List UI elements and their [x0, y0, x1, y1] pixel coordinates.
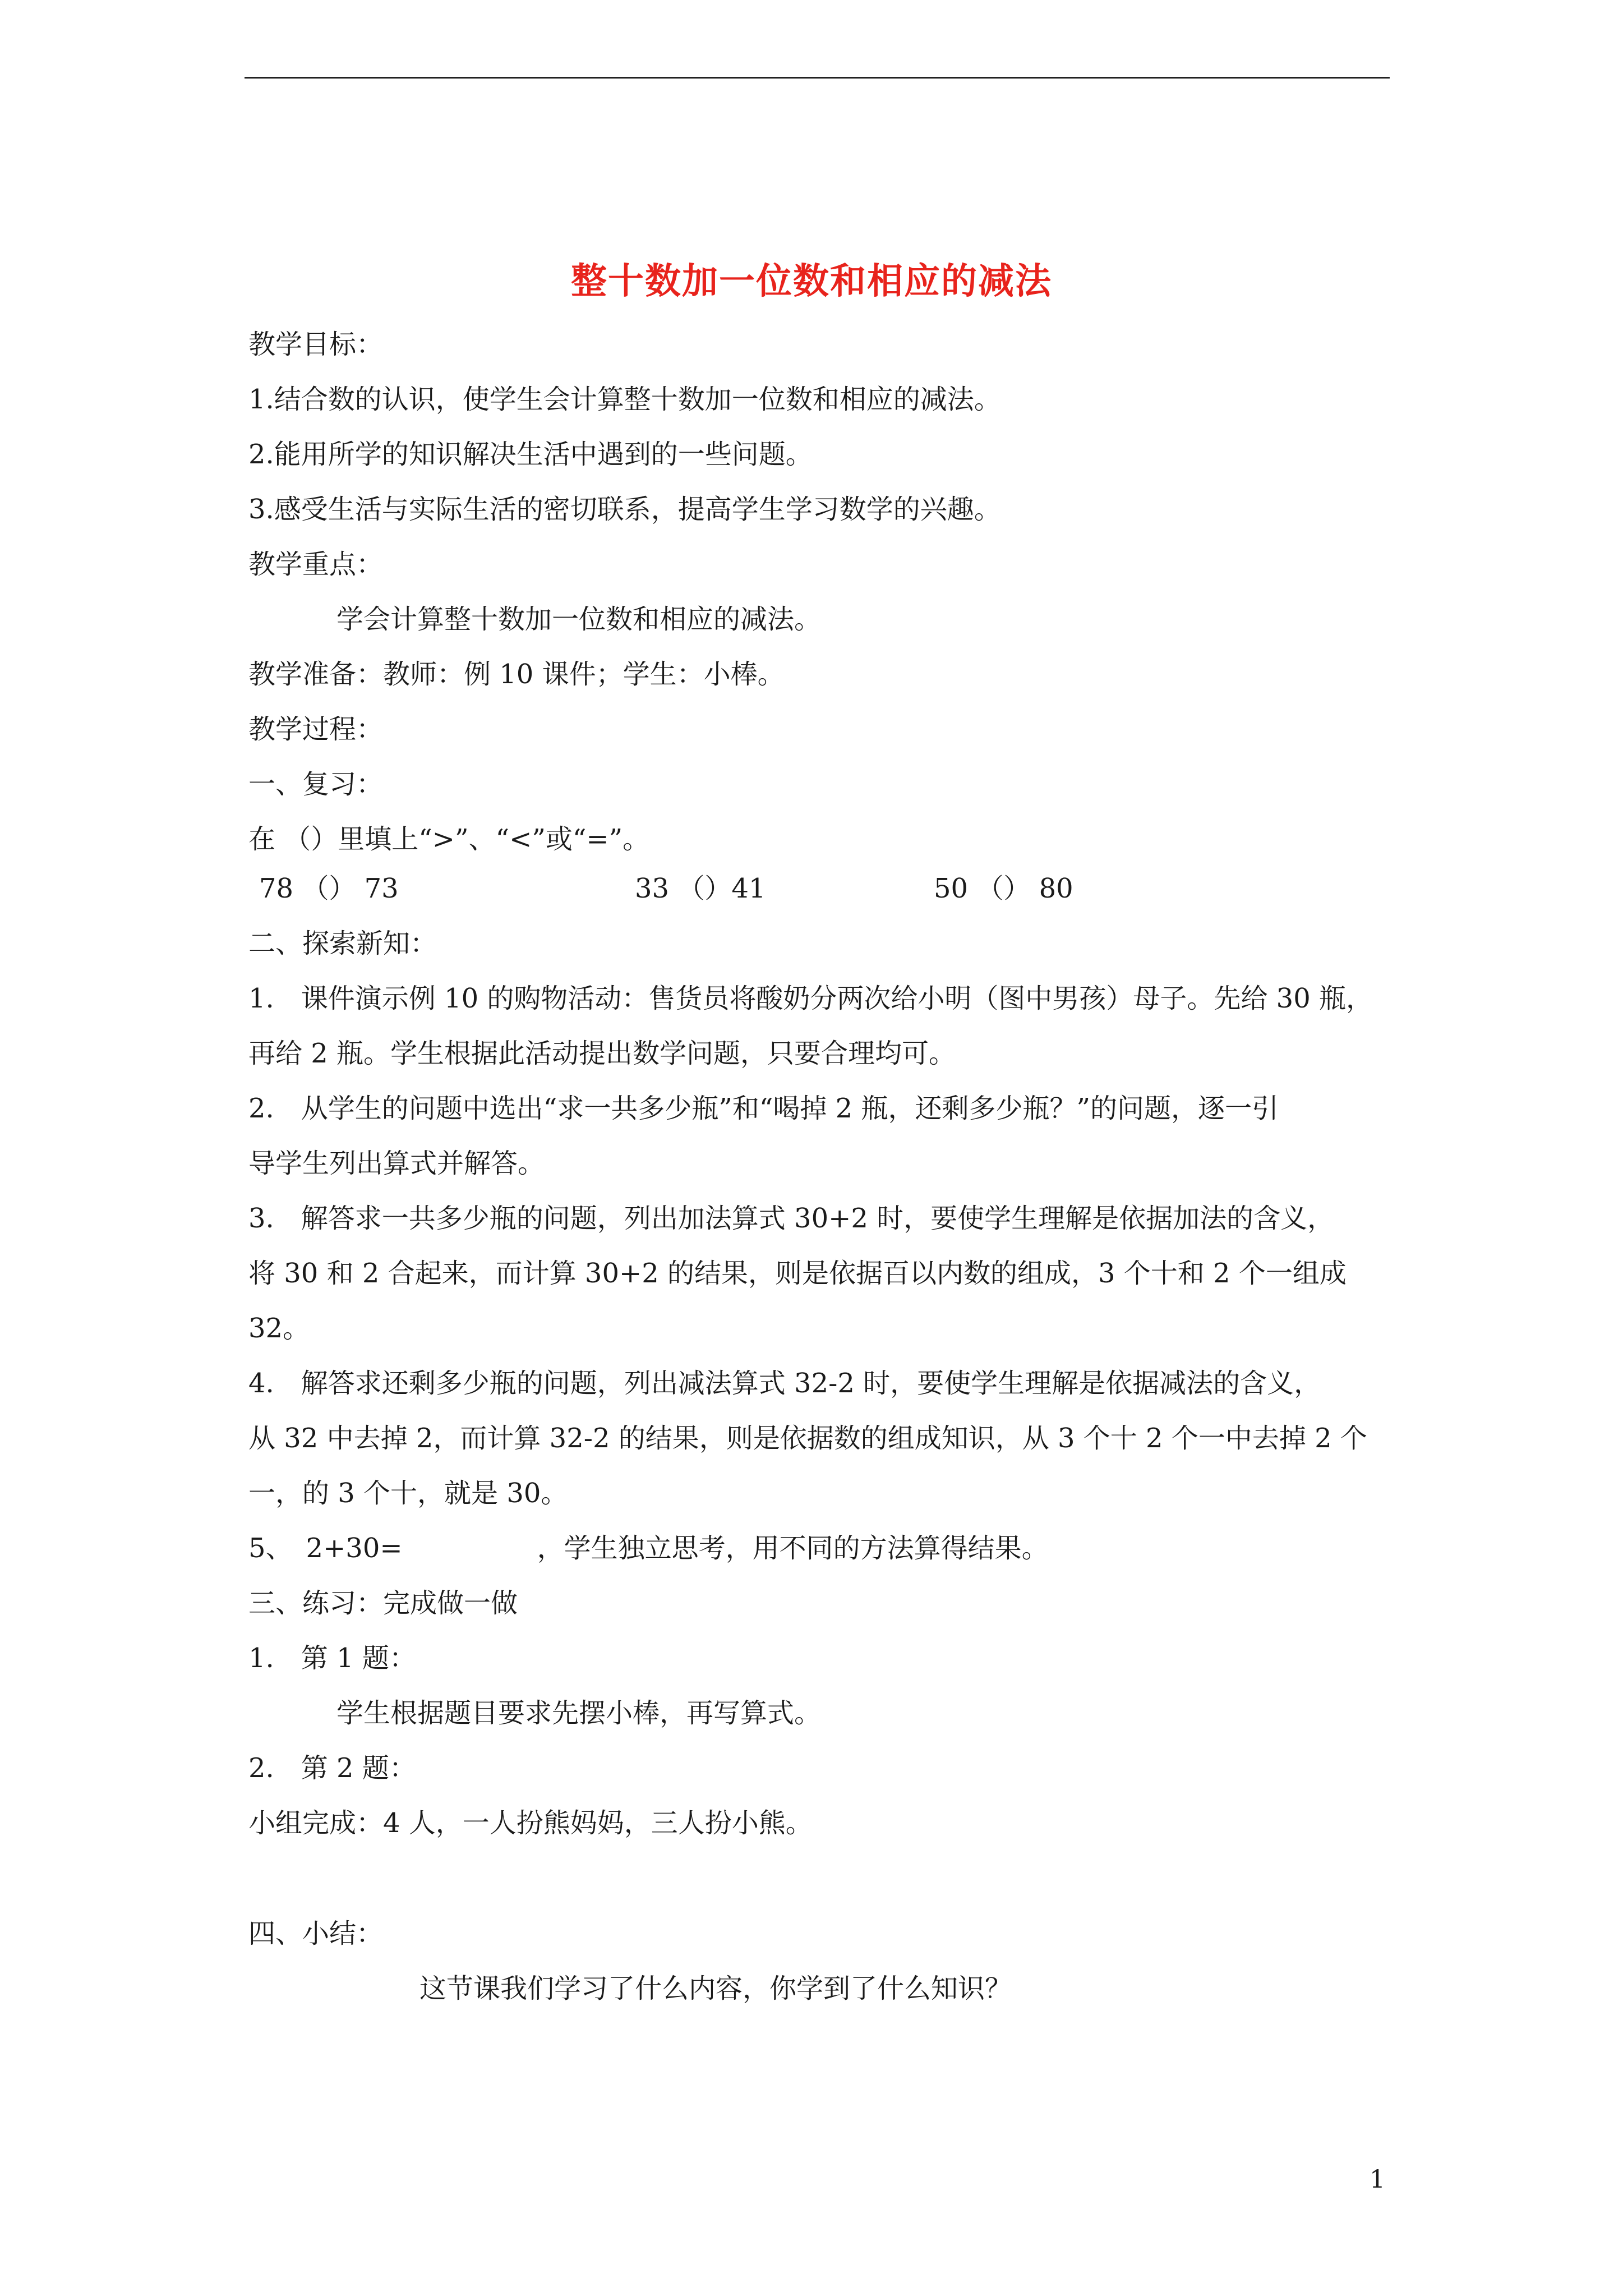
review-item-1: 78 （） 73	[259, 873, 399, 904]
document-title: 整十数加一位数和相应的减法	[571, 260, 1052, 302]
question-1-heading: 1. 第 1 题：	[248, 1642, 416, 1674]
review-item-2: 33 （）41	[635, 873, 766, 904]
step-4-line-3: 一，的 3 个十，就是 30。	[248, 1478, 568, 1509]
step-3-line-1: 3. 解答求一共多少瓶的问题，列出加法算式 30+2 时，要使学生理解是依据加法的含义，	[248, 1203, 1335, 1234]
step-4-line-1: 4. 解答求还剩多少瓶的问题，列出减法算式 32-2 时，要使学生理解是依据减法的含义，	[248, 1368, 1321, 1399]
objective-3: 3.感受生活与实际生活的密切联系，提高学生学习数学的兴趣。	[248, 494, 1001, 525]
step-3-line-2: 将 30 和 2 合起来，而计算 30+2 的结果，则是依据百以内数的组成，3 个十和 2 个一组成	[248, 1258, 1347, 1289]
review-instruction: 在 （）里填上“>”、“<”或“=”。	[248, 823, 650, 855]
step-3-line-3: 32。	[248, 1313, 310, 1344]
step-1-line-2: 再给 2 瓶。学生根据此活动提出数学问题，只要合理均可。	[248, 1038, 956, 1069]
question-1-text: 学生根据题目要求先摆小棒，再写算式。	[336, 1697, 822, 1729]
page-number: 1	[1370, 2165, 1385, 2194]
step-2-line-1: 2. 从学生的问题中选出“求一共多少瓶”和“喝掉 2 瓶，还剩多少瓶？”的问题，逐一引	[248, 1093, 1279, 1124]
key-points-text: 学会计算整十数加一位数和相应的减法。	[336, 604, 822, 635]
summary-text: 这节课我们学习了什么内容，你学到了什么知识？	[419, 1973, 1012, 2004]
question-2-text: 小组完成：4 人，一人扮熊妈妈，三人扮小熊。	[248, 1807, 813, 1839]
objective-1: 1.结合数的认识，使学生会计算整十数加一位数和相应的减法。	[248, 384, 1001, 415]
review-heading: 一、复习：	[248, 769, 384, 800]
question-2-heading: 2. 第 2 题：	[248, 1752, 416, 1784]
step-4-line-2: 从 32 中去掉 2，而计算 32-2 的结果，则是依据数的组成知识，从 3 个十 2 个一中去掉 2 个	[248, 1423, 1367, 1454]
explore-heading: 二、探索新知：	[248, 928, 437, 959]
header-rule	[245, 77, 1390, 79]
step-1-line-1: 1. 课件演示例 10 的购物活动：售货员将酸奶分两次给小明（图中男孩）母子。先给 30 瓶，	[248, 983, 1373, 1014]
objectives-heading: 教学目标：	[248, 329, 384, 360]
key-points-heading: 教学重点：	[248, 549, 384, 580]
summary-heading: 四、小结：	[248, 1918, 384, 1949]
practice-heading: 三、练习：完成做一做	[248, 1588, 518, 1619]
review-item-3: 50 （） 80	[934, 873, 1073, 904]
step-2-line-2: 导学生列出算式并解答。	[248, 1148, 545, 1179]
step-5: 5、 2+30= ，学生独立思考，用不同的方法算得结果。	[248, 1533, 1049, 1564]
objective-2: 2.能用所学的知识解决生活中遇到的一些问题。	[248, 439, 813, 470]
preparation: 教学准备：教师：例 10 课件；学生：小棒。	[248, 659, 785, 690]
process-heading: 教学过程：	[248, 714, 384, 745]
